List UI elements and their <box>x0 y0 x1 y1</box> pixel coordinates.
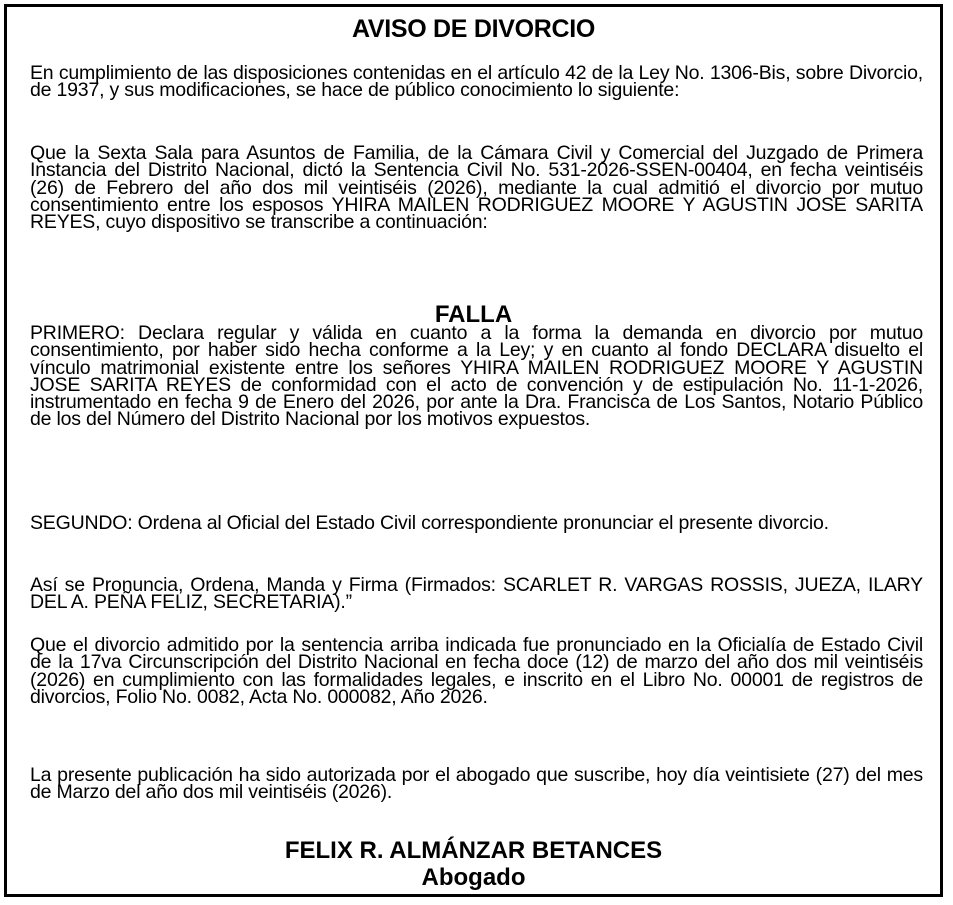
ruling-summary-paragraph: Que la Sexta Sala para Asuntos de Familia, de la Cámara Civil y Comercial del Juzgado de Primera Instancia del Distrito Nacional, dictó la Sentencia Civil No. 531-2026-SSEN-00404, en fecha veintiséis (26) de Febrero del año dos mil veintiséis (2026), mediante la cual admitió el divorcio por mutuo consentimiento entre los esposos YHIRA MAILEN RODRIGUEZ MOORE Y AGUSTIN JOSE SARITA REYES, cuyo dispositivo se transcribe a continuación: <box>30 142 923 234</box>
signer-name: FELIX R. ALMÁNZAR BETANCES <box>284 837 663 864</box>
intro-paragraph: En cumplimiento de las disposiciones contenidas en el artículo 42 de la Ley No. 1306-Bis, sobre Divorcio, de 1937, y sus modificaciones, se hace de público conocimiento lo siguiente: <box>30 62 923 102</box>
signer-role: Abogado <box>421 864 526 891</box>
authorization-paragraph: La presente publicación ha sido autorizada por el abogado que suscribe, hoy día veintisiete (27) del mes de Marzo del año dos mil veintiséis (2026). <box>30 764 923 804</box>
notice-title: AVISO DE DIVORCIO <box>351 15 596 43</box>
signatures-paragraph: Así se Pronuncia, Ordena, Manda y Firma (Firmados: SCARLET R. VARGAS ROSSIS, JUEZA, ILARY DEL A. PEÑA FELIZ, SECRETARIA).” <box>30 574 923 614</box>
segundo-paragraph: SEGUNDO: Ordena al Oficial del Estado Civil correspondiente pronunciar el presente divorcio. <box>30 512 829 534</box>
pronouncement-paragraph: Que el divorcio admitido por la sentencia arriba indicada fue pronunciado en la Oficialía de Estado Civil de la 17va Circunscripción del Distrito Nacional en fecha doce (12) de marzo del año dos mil veintiséis (2026) en cumplimiento con las formalidades legales, e inscrito en el Libro No. 00001 de registros de divorcios, Folio No. 0082, Acta No. 000082, Año 2026. <box>30 634 923 708</box>
falla-heading: FALLA <box>434 301 513 328</box>
divorce-notice <box>4 4 943 897</box>
primero-paragraph: PRIMERO: Declara regular y válida en cuanto a la forma la demanda en divorcio por mutuo consentimiento, por haber sido hecha conforme a la Ley; y en cuanto al fondo DECLARA disuelto el vínculo matrimonial existente entre los señores YHIRA MAILEN RODRIGUEZ MOORE Y AGUSTIN JOSE SARITA REYES de conformidad con el acto de convención y de estipulación No. 11-1-2026, instrumentado en fecha 9 de Enero del 2026, por ante la Dra. Francisca de Los Santos, Notario Público de los del Número del Distrito Nacional por los motivos expuestos. <box>30 322 923 431</box>
